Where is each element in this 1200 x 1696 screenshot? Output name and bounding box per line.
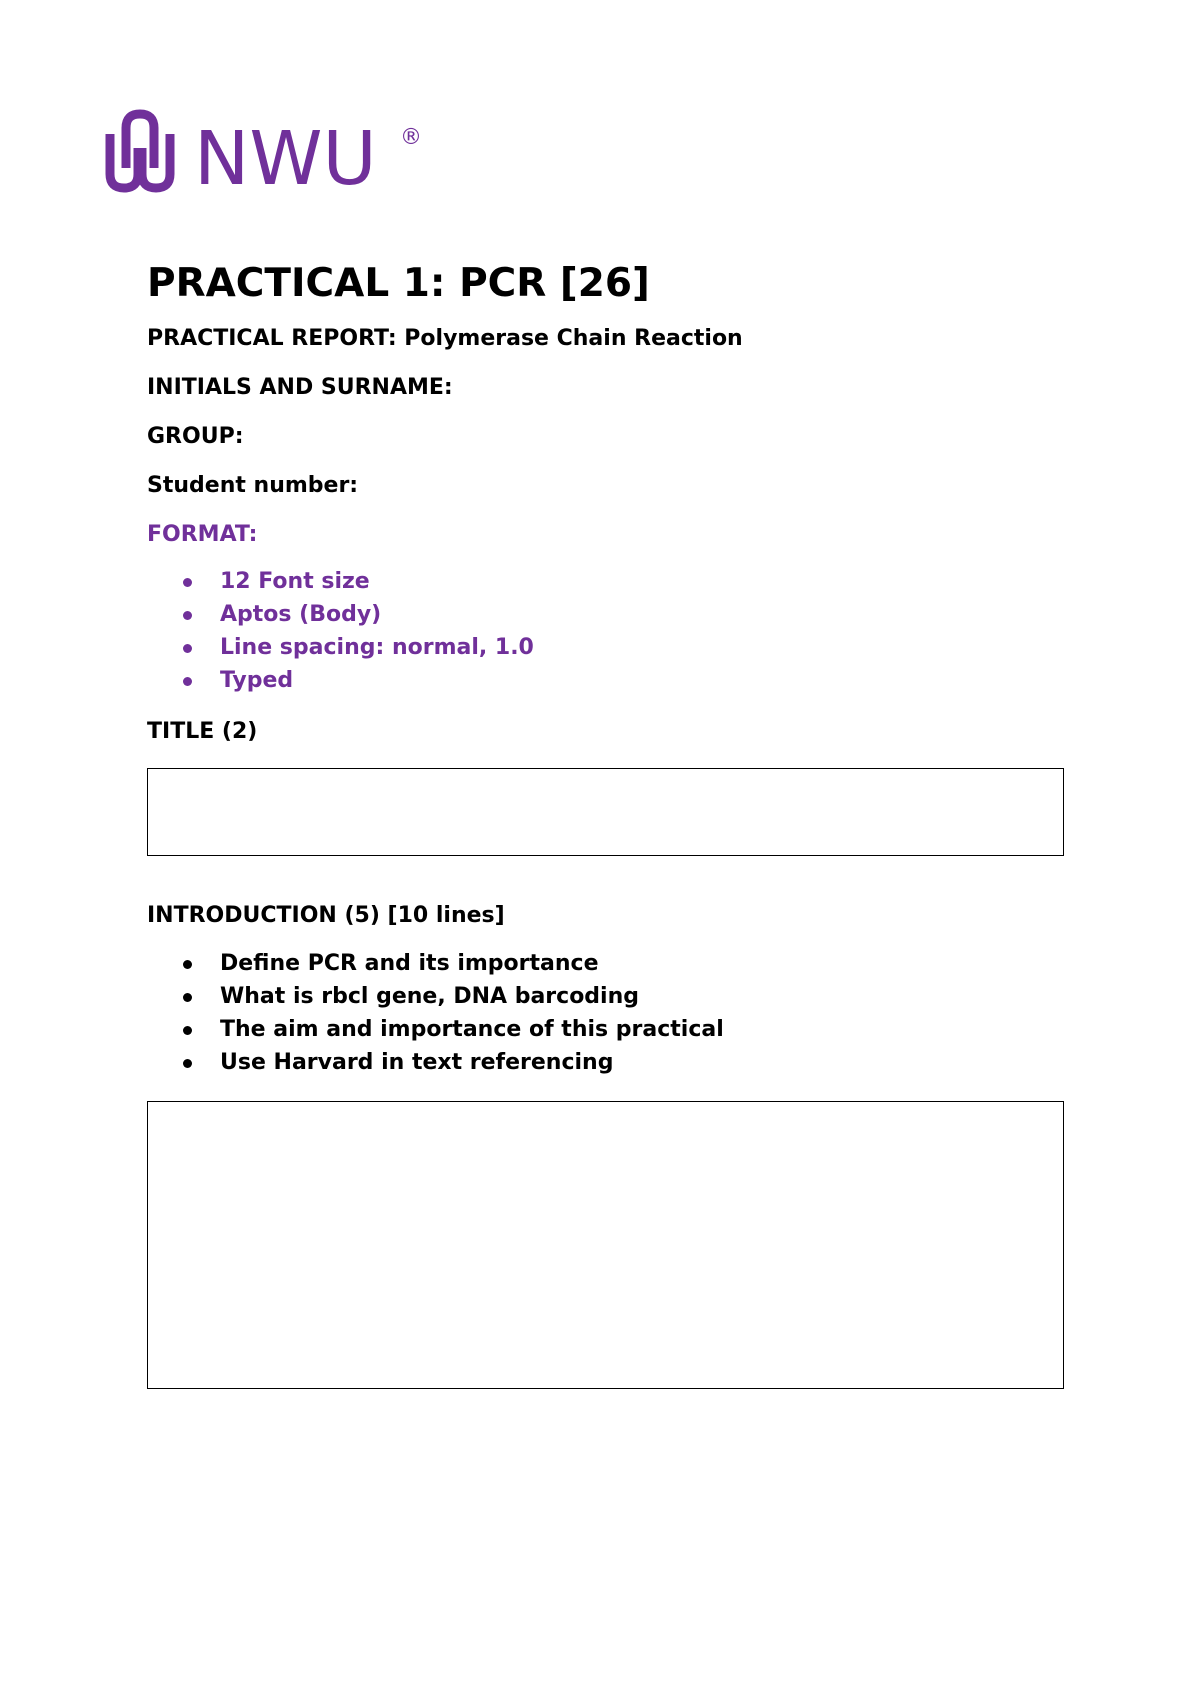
list-item: 12 Font size [147,567,1047,600]
format-list [147,567,1047,699]
introduction-heading: INTRODUCTION (5) [10 lines] [147,903,505,928]
group-label: GROUP: [147,424,244,449]
bullet-icon [183,1026,192,1035]
bullet-icon [183,611,192,620]
nwu-logo [104,108,434,198]
page-title: PRACTICAL 1: PCR [26] [147,261,650,306]
svg-text:®: ® [400,125,422,150]
list-item: Aptos (Body) [147,600,1047,633]
title-section-heading: TITLE (2) [147,719,258,744]
bullet-icon [183,644,192,653]
initials-surname-label: INITIALS AND SURNAME: [147,375,453,400]
list-item: What is rbcl gene, DNA barcoding [147,982,1047,1015]
list-item: Typed [147,666,1047,699]
list-item: The aim and importance of this practical [147,1015,1047,1048]
bullet-icon [183,677,192,686]
title-answer-box[interactable] [147,768,1064,856]
svg-text:NWU: NWU [194,116,377,198]
format-heading: FORMAT: [147,522,258,547]
introduction-answer-box[interactable] [147,1101,1064,1389]
list-item: Use Harvard in text referencing [147,1048,1047,1081]
student-number-label: Student number: [147,473,359,498]
introduction-list [147,949,1047,1081]
bullet-icon [183,578,192,587]
list-item: Line spacing: normal, 1.0 [147,633,1047,666]
list-item: Define PCR and its importance [147,949,1047,982]
bullet-icon [183,1059,192,1068]
bullet-icon [183,993,192,1002]
report-line: PRACTICAL REPORT: Polymerase Chain Reaction [147,326,743,351]
bullet-icon [183,960,192,969]
